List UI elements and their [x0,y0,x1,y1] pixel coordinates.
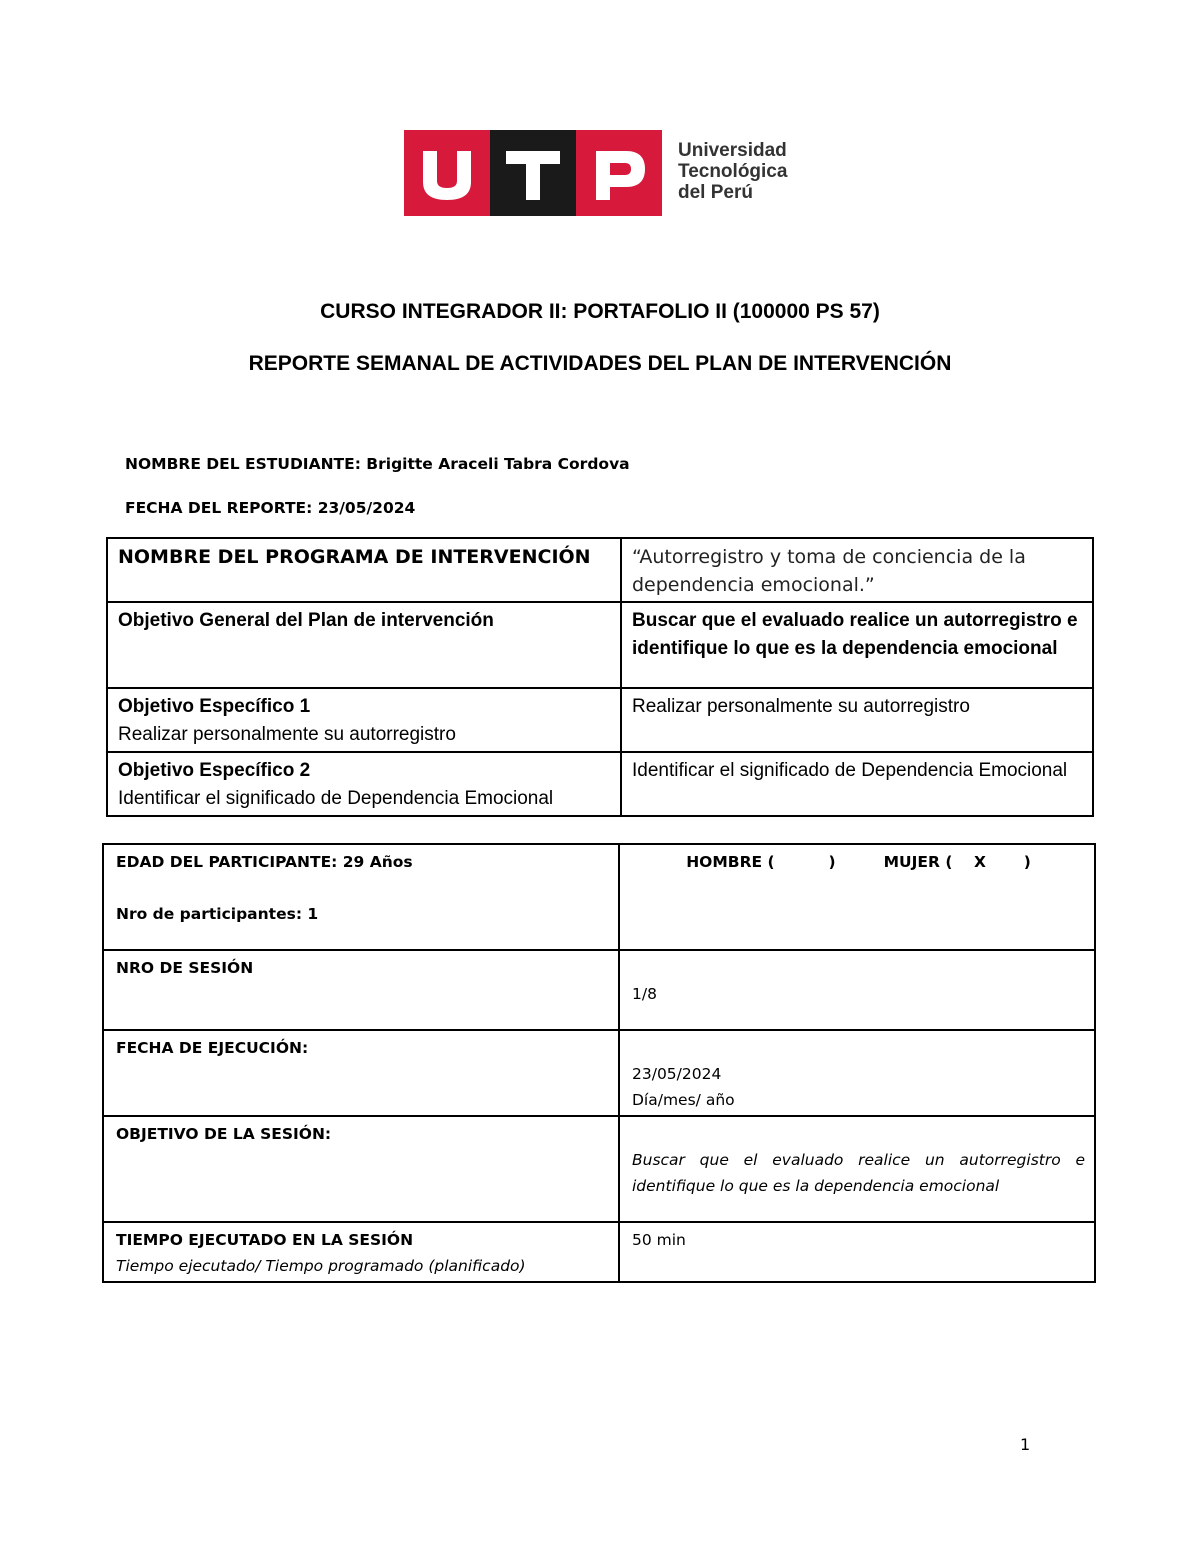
page-number: 1 [1020,1435,1031,1454]
execution-date-label: FECHA DE EJECUCIÓN: [103,1030,619,1116]
participant-age: EDAD DEL PARTICIPANTE: 29 Años [116,853,413,871]
gender-options [632,849,1085,875]
table-row [107,752,1093,816]
logo-letter-t [490,130,576,216]
session-table [102,843,1096,1283]
table-row [103,844,1095,950]
university-name [678,140,818,203]
specific-objective-2-desc: Identificar el significado de Dependencia Emocional [118,788,554,809]
specific-objective-1-cell [107,688,621,752]
university-name-line2: Tecnológica [678,161,788,182]
session-number-cell [619,950,1095,1030]
execution-date-cell [619,1030,1095,1116]
time-executed-subtitle: Tiempo ejecutado/ Tiempo programado (planificado) [116,1257,526,1275]
program-table [106,537,1094,817]
specific-objective-1-title: Objetivo Específico 1 [118,696,311,717]
table-row [103,950,1095,1030]
session-objective-label: OBJETIVO DE LA SESIÓN: [103,1116,619,1222]
session-number-value: 1/8 [632,985,657,1003]
execution-date-format: Día/mes/ año [632,1091,735,1109]
utp-logo [404,130,804,216]
logo-letter-p [576,130,662,216]
university-name-line1: Universidad [678,140,787,161]
specific-objective-1-desc: Realizar personalmente su autorregistro [118,724,456,745]
table-row [103,1116,1095,1222]
general-objective-label: Objetivo General del Plan de intervención [107,602,621,688]
table-row [107,538,1093,602]
gender-cell [619,844,1095,950]
gender-male: HOMBRE ( ) [686,853,836,871]
table-row [103,1222,1095,1282]
gender-female: MUJER ( X ) [883,853,1031,871]
time-executed-cell [103,1222,619,1282]
specific-objective-1-value: Realizar personalmente su autorregistro [621,688,1093,752]
logo-block-t [490,130,576,216]
participant-info-cell [103,844,619,950]
report-date: FECHA DEL REPORTE: 23/05/2024 [125,499,416,517]
table-row [107,602,1093,688]
logo-block-p [576,130,662,216]
general-objective-value: Buscar que el evaluado realice un autorregistro e identifique lo que es la dependencia emocional [621,602,1093,688]
table-row [107,688,1093,752]
specific-objective-2-title: Objetivo Específico 2 [118,760,311,781]
student-name: NOMBRE DEL ESTUDIANTE: Brigitte Araceli Tabra Cordova [125,455,630,473]
execution-date-value: 23/05/2024 [632,1065,722,1083]
university-name-line3: del Perú [678,182,753,203]
logo-block-u [404,130,490,216]
specific-objective-2-cell [107,752,621,816]
program-name-label: NOMBRE DEL PROGRAMA DE INTERVENCIÓN [107,538,621,602]
time-executed-label: TIEMPO EJECUTADO EN LA SESIÓN [116,1231,414,1249]
logo-letter-u [404,130,490,216]
specific-objective-2-value: Identificar el significado de Dependencia Emocional [621,752,1093,816]
course-title: CURSO INTEGRADOR II: PORTAFOLIO II (100000 PS 57) [320,300,880,323]
table-row [103,1030,1095,1116]
time-executed-value: 50 min [619,1222,1095,1282]
session-objective-value: Buscar que el evaluado realice un autorregistro e identifique lo que es la dependencia emocional [632,1151,1085,1195]
report-title: REPORTE SEMANAL DE ACTIVIDADES DEL PLAN DE INTERVENCIÓN [248,352,952,375]
session-number-label: NRO DE SESIÓN [103,950,619,1030]
session-objective-cell [619,1116,1095,1222]
participant-count: Nro de participantes: 1 [116,905,319,923]
program-name-value: “Autorregistro y toma de conciencia de la dependencia emocional.” [621,538,1093,602]
